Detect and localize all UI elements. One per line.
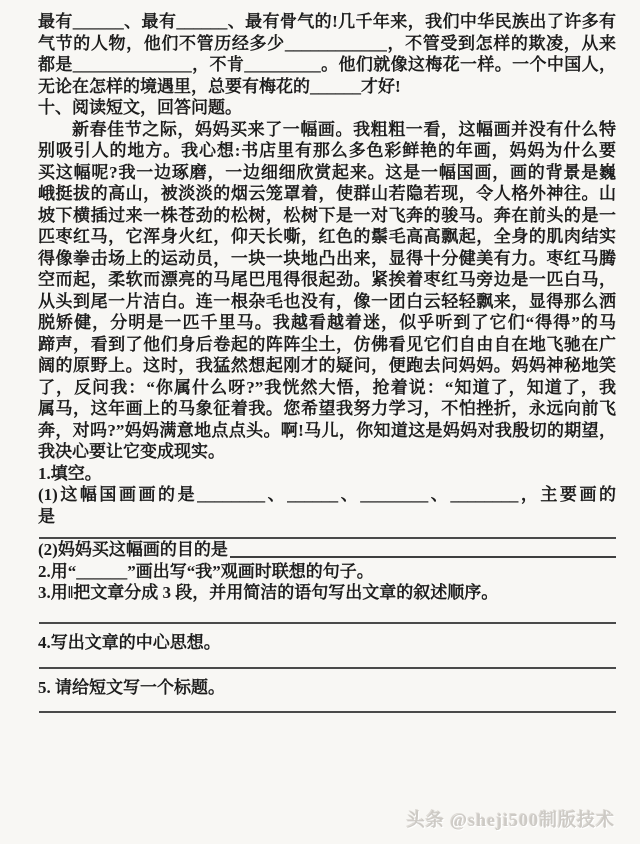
passage-line: 阔的原野上。这时，我猛然想起刚才的疑问，便跑去问妈妈。妈妈神秘地笑 [38,356,616,375]
question-2-line: 2.用“______”画出写“我”观画时联想的句子。 [38,561,374,581]
passage-line: 匹枣红马，它浑身火红，仰天长嘶，红色的鬃毛高高飘起，全身的肌肉结实 [38,227,616,246]
question-1-label: 1.填空。 [38,463,102,483]
answer-rule [39,711,616,713]
question-1b-line [38,539,616,561]
passage-line: 了，反问我：“你属什么呀?”我恍然大悟，抢着说：“知道了，知道了，我 [38,377,616,397]
fillin-line: 最有______、最有______、最有骨气的!几千年来，我们中华民族出了许多有 [38,12,616,31]
question-1a-line: 是 [38,506,55,526]
passage-line: 空而起，柔软而漂亮的马尾巴甩得很起劲。紧挨着枣红马旁边是一匹白马， [38,270,616,289]
fillin-line: 都是______________，不肯_________。他们就像这梅花一样。一个中国人， [38,55,616,74]
passage-line: 新春佳节之际，妈妈买来了一幅画。我粗粗一看，这幅画并没有什么特 [72,119,616,139]
passage-line: 属马，这年画上的马象征着我。您希望我努力学习，不怕挫折，永远向前飞 [38,399,616,418]
passage-line: 坡下横插过来一株苍劲的松树，松树下是一对飞奔的骏马。奔在前头的是一 [38,205,616,225]
answer-blank-line [230,555,616,558]
question-1a-line: (1)这幅国画画的是________、______、________、________，主要画的 [38,485,616,504]
question-1b-text: (2)妈妈买这幅画的目的是 [38,540,228,559]
passage-line: 别吸引人的地方。我心想:书店里有那么多色彩鲜艳的年画，妈妈为什么要 [38,141,616,160]
passage-line: 从头到尾一片洁白。连一根杂毛也没有，像一团白云轻轻飘来，显得那么洒 [38,291,616,311]
passage-line: 蹄声，看到了他们身后卷起的阵阵尘土，仿佛看见它们自由自在地飞驰在广 [38,334,616,354]
question-5-line: 5. 请给短文写一个标题。 [38,678,225,697]
fillin-line: 气节的人物，他们不管历经多少____________，不管受到怎样的欺凌，从来 [38,33,616,53]
passage-line: 脱矫健，分明是一匹千里马。我越看越着迷，似乎听到了它们“得得”的马 [38,313,616,332]
passage-line: 奔，对吗?”妈妈满意地点点头。啊!马儿，你知道这是妈妈对我殷切的期望， [38,420,616,440]
passage-line: 峨挺拔的高山，被淡淡的烟云笼罩着，使群山若隐若现，令人格外神往。山 [38,184,616,203]
question-3-line: 3.用‖把文章分成 3 段，并用简洁的语句写出文章的叙述顺序。 [38,583,499,602]
passage-line: 得像拳击场上的运动员，一块一块地凸出来，显得十分健美有力。枣红马腾 [38,248,616,268]
passage-line: 我决心要让它变成现实。 [38,442,225,461]
section-heading: 十、阅读短文，回答问题。 [38,98,242,117]
fillin-line: 无论在怎样的境遇里，总要有梅花的______才好! [38,76,401,96]
watermark: 头条 @sheji500制版技术 [406,810,615,830]
question-4-line: 4.写出文章的中心思想。 [38,632,221,652]
passage-line: 买这幅呢?我一边琢磨，一边细细欣赏起来。这是一幅国画，画的背景是巍 [38,162,616,182]
